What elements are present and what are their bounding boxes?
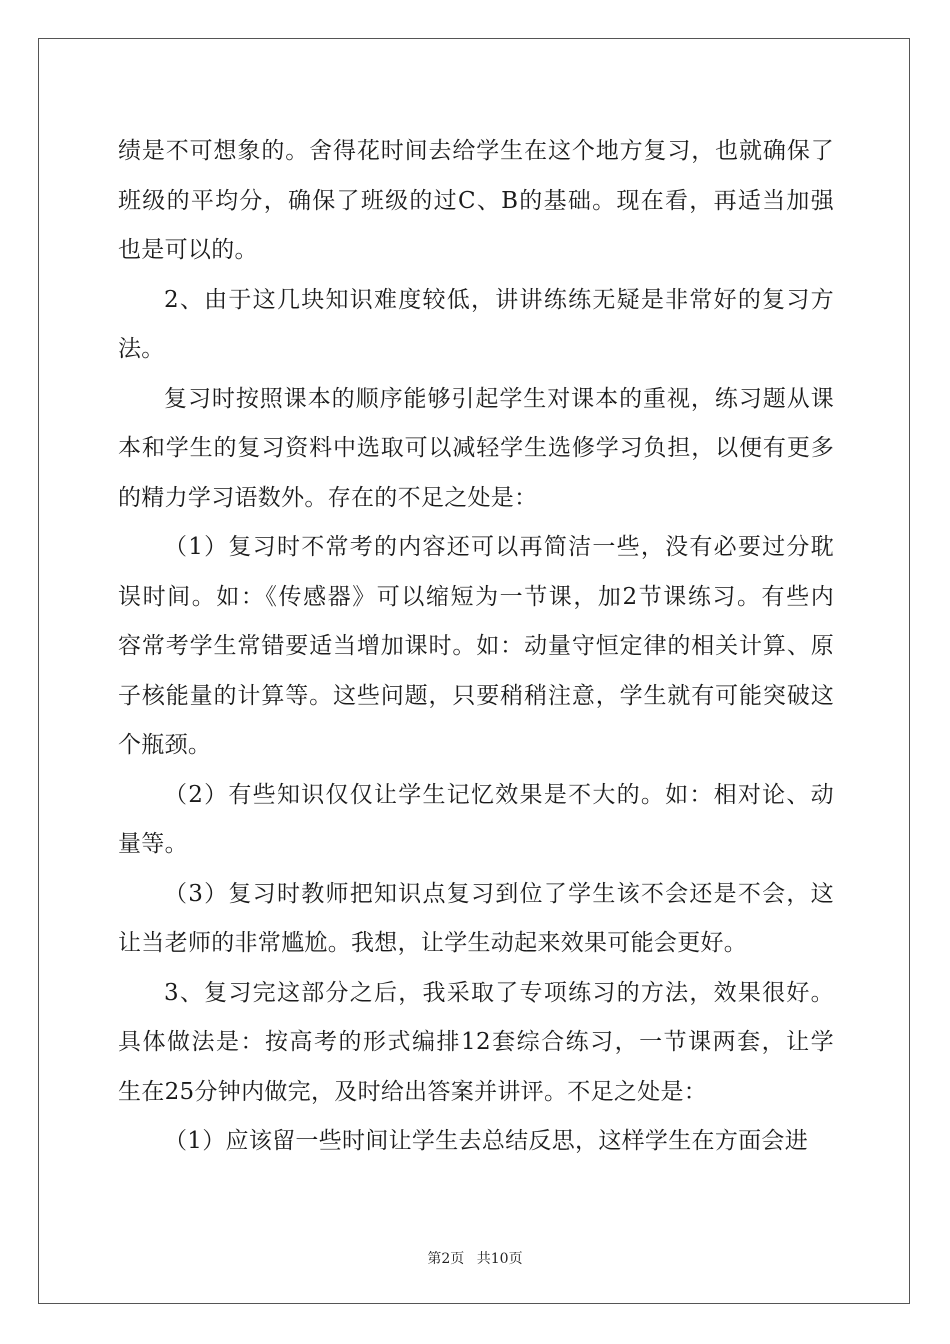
text-line: 本和学生的复习资料中选取可以减轻学生选修学习负担，以便有更多: [118, 435, 834, 461]
paragraph: [118, 969, 834, 1118]
text-line: 生在25分钟内做完，及时给出答案并讲评。不足之处是：: [118, 1078, 708, 1105]
text-line: 班级的平均分，确保了班级的过C、B的基础。现在看，再适当加强: [118, 187, 834, 214]
text-line: 个瓶颈。: [118, 732, 212, 758]
text-line: 误时间。如：《传感器》可以缩短为一节课，加2节课练习。有些内: [118, 583, 834, 610]
text-line: 2、由于这几块知识难度较低，讲讲练练无疑是非常好的复习方: [164, 286, 834, 313]
document-body: [118, 127, 834, 1167]
paragraph: [118, 127, 834, 276]
text-line: （1）应该留一些时间让学生去总结反思，这样学生在方面会进: [164, 1128, 809, 1154]
text-line: 具体做法是：按高考的形式编排12套综合练习，一节课两套，让学: [118, 1029, 834, 1055]
text-line: 的精力学习语数外。存在的不足之处是：: [118, 484, 538, 511]
text-line: 子核能量的计算等。这些问题，只要稍稍注意，学生就有可能突破这: [118, 682, 834, 709]
text-line: （1）复习时不常考的内容还可以再简洁一些，没有必要过分耽: [164, 534, 834, 560]
text-line: 3、复习完这部分之后，我采取了专项练习的方法，效果很好。: [164, 979, 834, 1006]
text-line: 法。: [118, 336, 165, 362]
paragraph: [118, 870, 834, 969]
text-line: 让当老师的非常尴尬。我想，让学生动起来效果可能会更好。: [118, 930, 748, 956]
page-total: 共10页: [476, 1251, 523, 1267]
text-line: 量等。: [118, 831, 188, 857]
text-line: 复习时按照课本的顺序能够引起学生对课本的重视，练习题从课: [164, 385, 834, 412]
paragraph: [118, 276, 834, 375]
text-line: （2）有些知识仅仅让学生记忆效果是不大的。如：相对论、动: [164, 781, 834, 808]
paragraph: [118, 1117, 834, 1167]
text-line: 也是可以的。: [118, 237, 258, 263]
page-footer: [0, 1248, 950, 1268]
paragraph: [118, 375, 834, 524]
text-line: （3）复习时教师把知识点复习到位了学生该不会还是不会，这: [164, 880, 834, 907]
paragraph: [118, 523, 834, 771]
page-number: 第2页: [427, 1251, 465, 1267]
text-line: 容常考学生常错要适当增加课时。如：动量守恒定律的相关计算、原: [118, 633, 834, 659]
paragraph: [118, 771, 834, 870]
text-line: 绩是不可想象的。舍得花时间去给学生在这个地方复习，也就确保了: [118, 138, 834, 164]
